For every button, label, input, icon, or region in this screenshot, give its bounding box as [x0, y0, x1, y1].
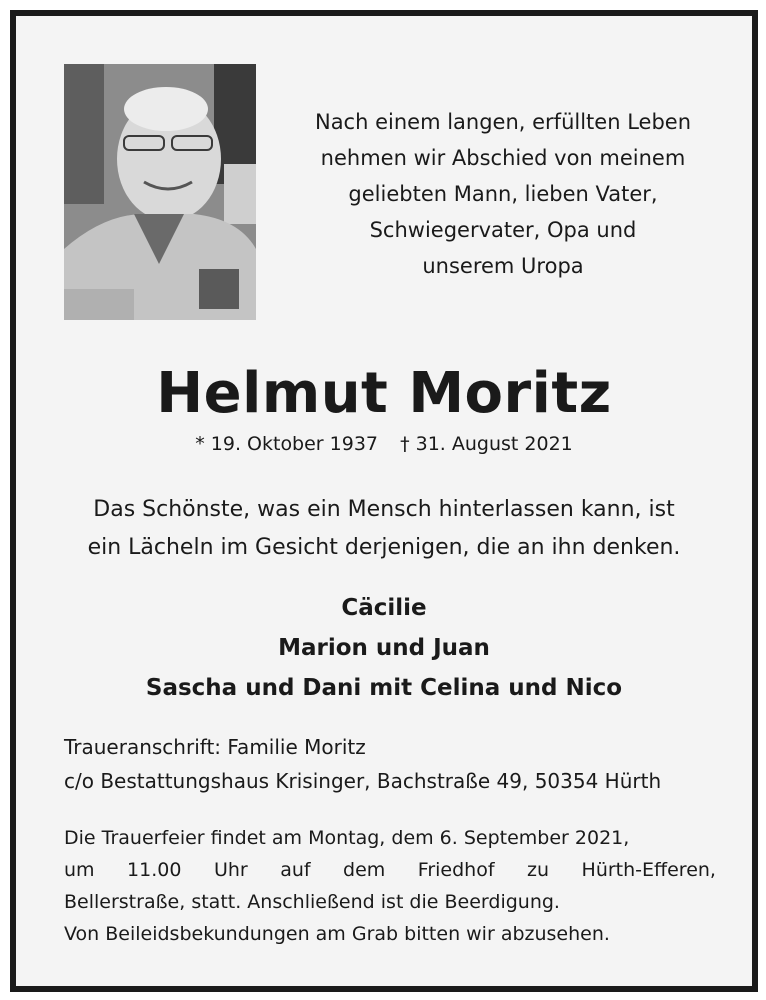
family-line: Cäcilie [341, 595, 427, 621]
intro-line: Schwiegervater, Opa und [369, 218, 637, 242]
family-line: Marion und Juan [278, 635, 490, 661]
service-line-justified [64, 854, 716, 886]
service-line: Die Trauerfeier findet am Montag, dem 6. September 2021, [64, 827, 630, 849]
service-word: dem [343, 859, 386, 881]
life-dates [16, 430, 752, 458]
intro-line: geliebten Mann, lieben Vater, [348, 182, 658, 206]
address-line: c/o Bestattungshaus Krisinger, Bachstraße 49, 50354 Hürth [64, 769, 662, 793]
address-line: Traueranschrift: Familie Moritz [64, 735, 366, 759]
service-word: um [64, 859, 95, 881]
mourning-address [64, 730, 724, 798]
service-word: 11.00 [127, 859, 182, 881]
service-word: Hürth-Efferen, [581, 859, 716, 881]
intro-text [278, 104, 728, 284]
service-line: Von Beileidsbekundungen am Grab bitten wir abzusehen. [64, 923, 610, 945]
quote-line: ein Lächeln im Gesicht derjenigen, die an ihn denken. [87, 535, 681, 560]
intro-line: nehmen wir Abschied von meinem [320, 146, 686, 170]
service-word: zu [527, 859, 550, 881]
obituary-frame [10, 10, 758, 992]
portrait-icon [64, 64, 256, 320]
quote-line: Das Schönste, was ein Mensch hinterlassen kann, ist [93, 497, 675, 522]
intro-line: unserem Uropa [422, 254, 584, 278]
service-word: auf [280, 859, 311, 881]
portrait-photo [64, 64, 256, 320]
deceased-name: Helmut Moritz [156, 361, 612, 426]
service-word: Uhr [213, 859, 248, 881]
memorial-quote [16, 491, 752, 567]
intro-line: Nach einem langen, erfüllten Leben [314, 110, 692, 134]
service-word: Friedhof [417, 859, 495, 881]
funeral-service-info [64, 822, 716, 950]
death-date: † 31. August 2021 [400, 433, 573, 455]
service-line: Bellerstraße, statt. Anschließend ist die Beerdigung. [64, 891, 560, 913]
family-names [16, 588, 752, 708]
birth-date: * 19. Oktober 1937 [195, 433, 379, 455]
family-line: Sascha und Dani mit Celina und Nico [145, 675, 623, 701]
